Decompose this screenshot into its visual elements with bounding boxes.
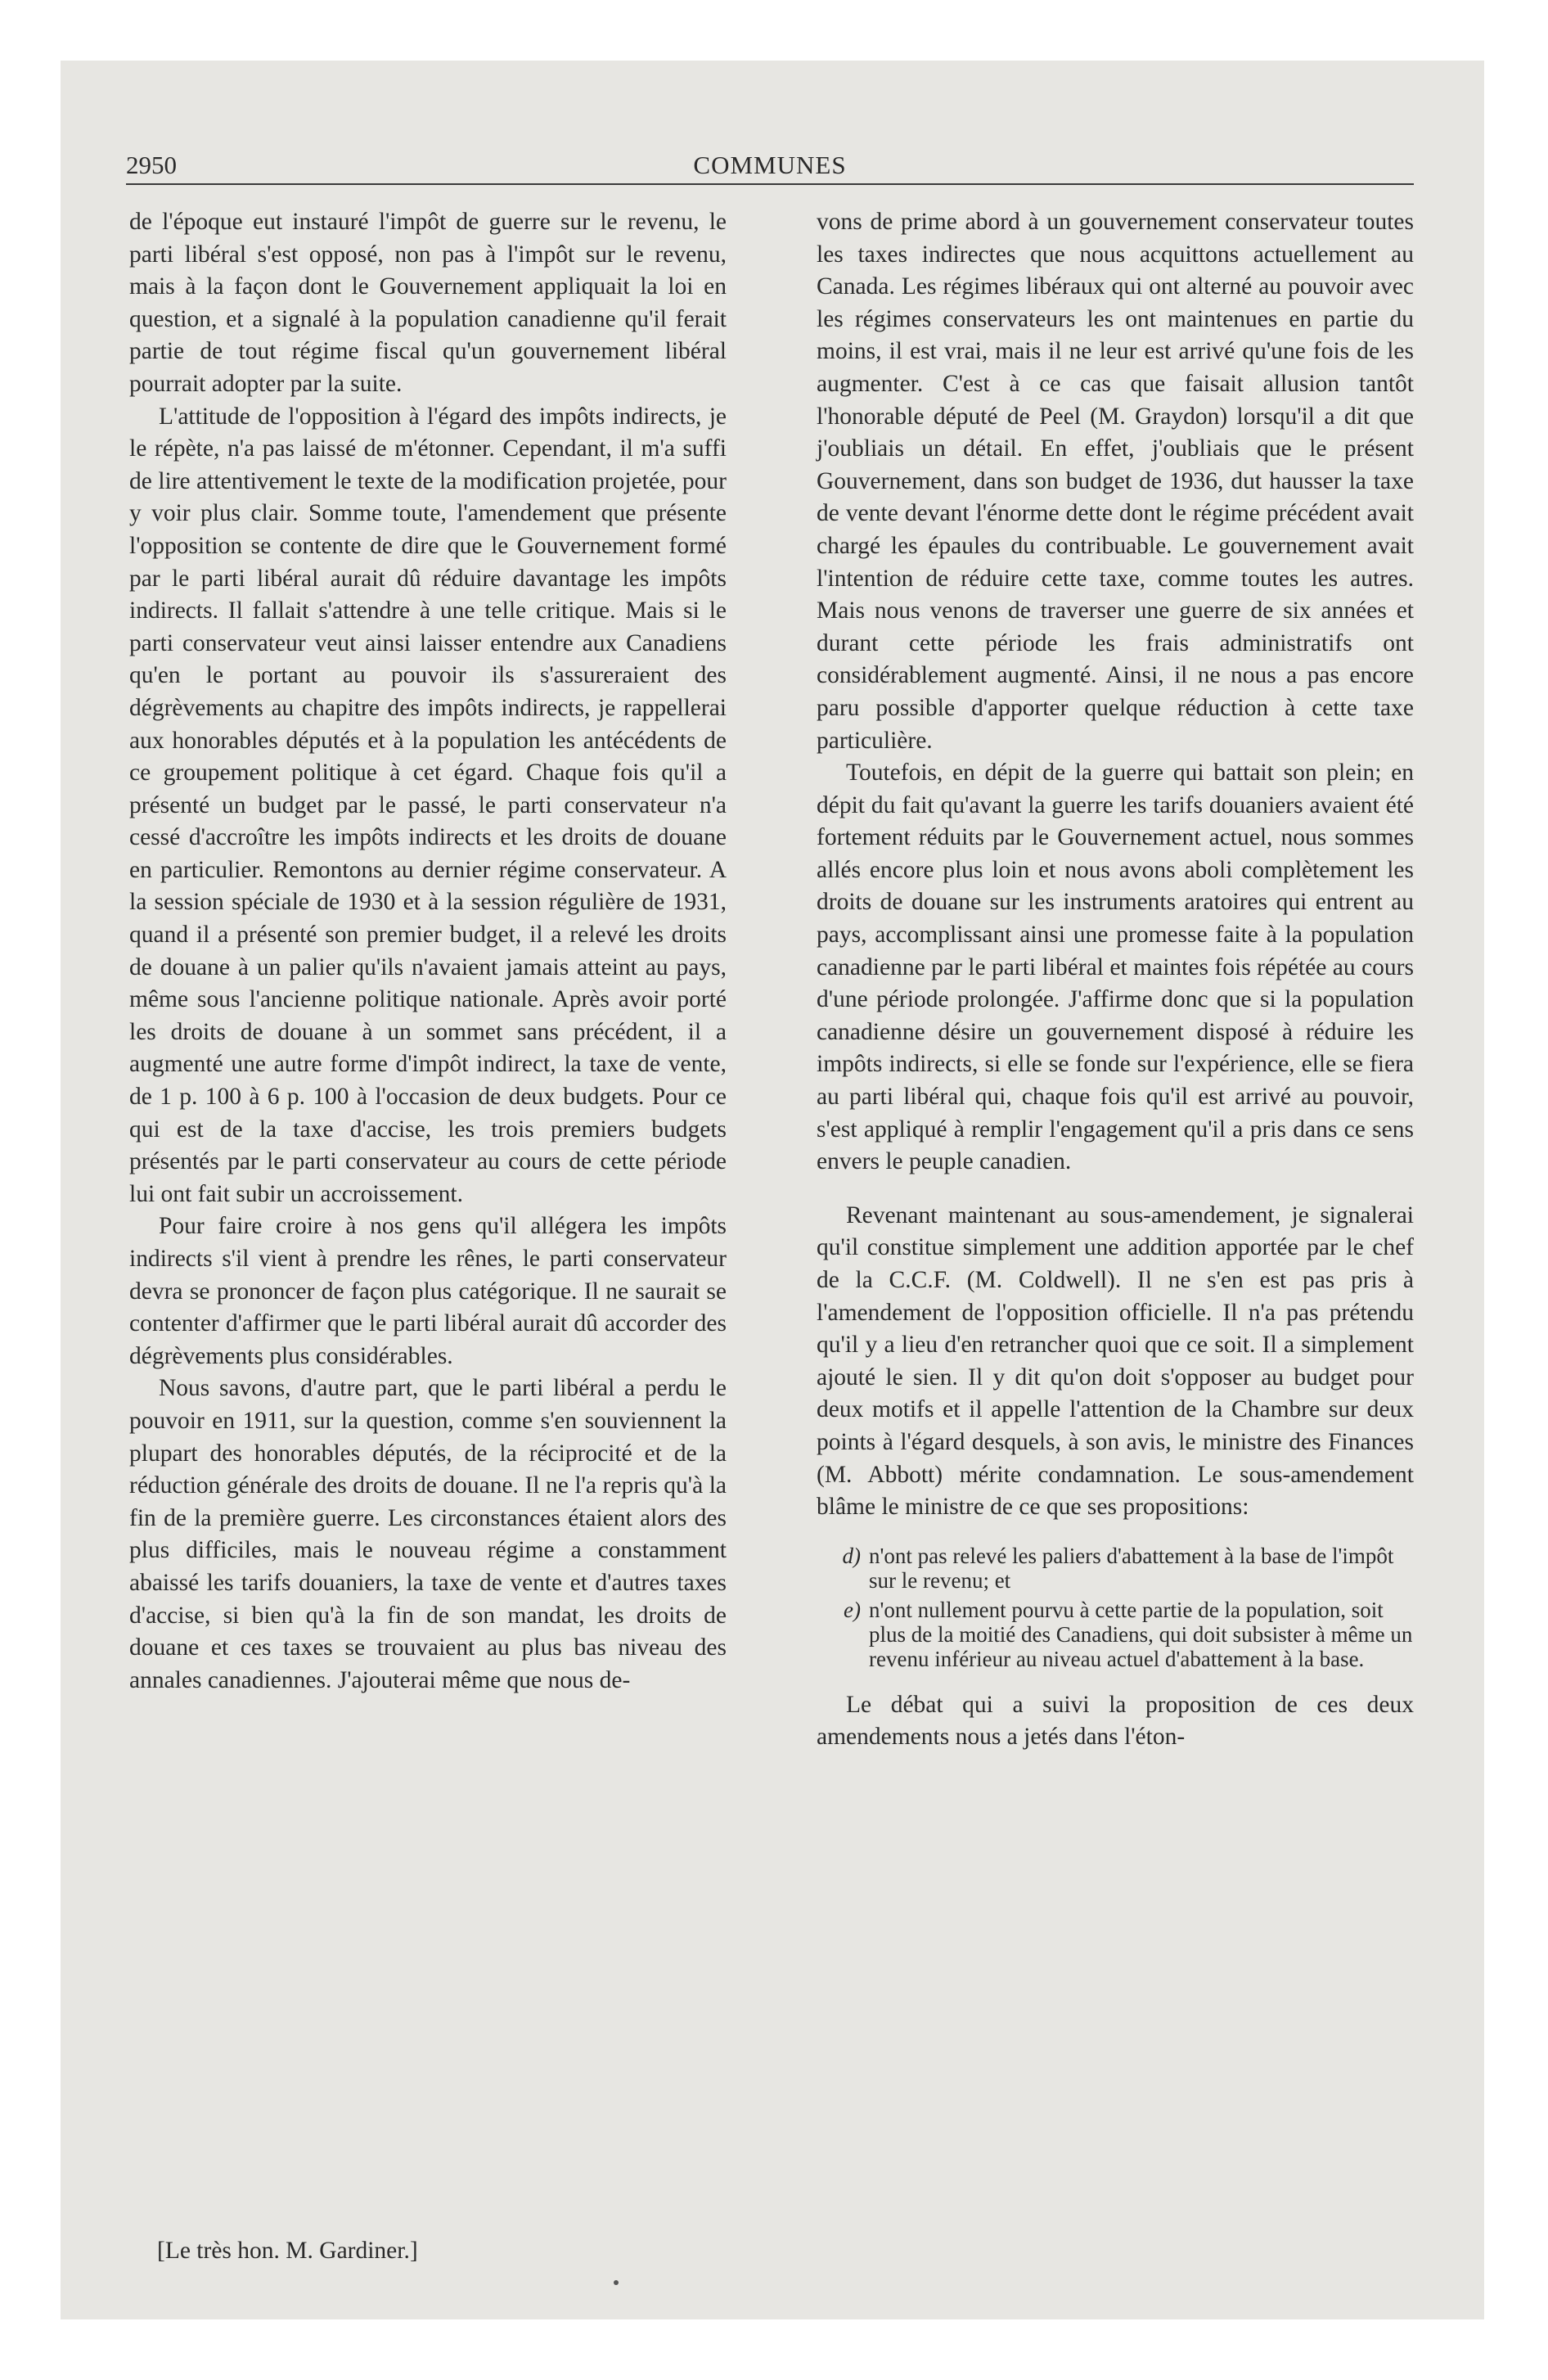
paragraph: Le débat qui a suivi la proposition de ces deux amendements nous a jetés dans l'éton- <box>817 1691 1414 1751</box>
running-head <box>126 151 1414 185</box>
list-item <box>817 1544 1414 1593</box>
page-number: 2950 <box>126 151 177 179</box>
right-column <box>817 206 1414 1754</box>
page-sheet <box>61 61 1484 2319</box>
paragraph: Toutefois, en dépit de la guerre qui battait son plein; en dépit du fait qu'avant la guerre les tarifs douaniers avaient été fortement réduits par le Gouvernement actuel, nous sommes allés encore plus loin et nous avons aboli complètement les droits de douane sur les instruments aratoires qui entrent au pays, accomplissant ainsi une promesse faite à la population canadienne par le parti libéral et maintes fois répétée au cours d'une période prolongée. J'affirme donc que si la population canadienne désire un gouvernement disposé à réduire les impôts indirects, si elle se fonde sur l'expérience, elle se fiera au parti libéral qui, chaque fois qu'il est arrivé au pouvoir, s'est appliqué à remplir l'engagement qu'il a pris dans ce sens envers le peuple canadien. <box>817 760 1414 1175</box>
paragraph: Pour faire croire à nos gens qu'il allégera les impôts indirects s'il vient à prendre les rênes, le parti conservateur devra se prononcer de façon plus catégorique. Il ne saurait se contenter d'affirmer que le parti libéral aurait dû accorder des dégrèvements plus considérables. <box>129 1213 727 1369</box>
motion-list <box>817 1544 1414 1671</box>
section-title: COMMUNES <box>693 151 847 179</box>
list-item <box>817 1598 1414 1671</box>
list-marker: d) <box>842 1543 861 1568</box>
paragraph: Nous savons, d'autre part, que le parti libéral a perdu le pouvoir en 1911, sur la question, comme s'en souviennent la plupart des honorables députés, de la réciprocité et de la réduction générale des droits de douane. Il ne l'a repris qu'à la fin de la première guerre. Les circonstances étaient alors des plus difficiles, mais le nouveau régime a constamment abaissé les tarifs douaniers, la taxe de vente et d'autres taxes d'accise, si bien qu'à la fin de son mandat, les droits de douane et ces taxes se trouvaient au plus bas niveau des annales canadiennes. J'ajouterai même que nous de- <box>129 1375 727 1693</box>
paragraph: Revenant maintenant au sous-amendement, je signalerai qu'il constitue simplement une addition apportée par le chef de la C.C.F. (M. Coldwell). Il ne s'en est pas pris à l'amendement de l'opposition officielle. Il n'a pas prétendu qu'il y a lieu d'en retrancher quoi que ce soit. Il a simplement ajouté le sien. Il y dit qu'on doit s'opposer au budget pour deux motifs et il appelle l'attention de la Chambre sur deux points à l'égard desquels, à son avis, le ministre des Finances (M. Abbott) mérite condamnation. Le sous-amendement blâme le ministre de ce que ses propositions: <box>817 1201 1414 1521</box>
list-text: n'ont nullement pourvu à cette partie de la population, soit plus de la moitié des Canadiens, qui doit subsister à même un revenu inférieur au niveau actuel d'abattement à la base. <box>869 1597 1413 1671</box>
speaker-note: [Le très hon. M. Gardiner.] <box>157 2238 418 2264</box>
paragraph: L'attitude de l'opposition à l'égard des impôts indirects, je le répète, n'a pas laissé de m'étonner. Cependant, il m'a suffi de lire attentivement le texte de la modification projetée, pour y voir plus clair. Somme toute, l'amendement que présente l'opposition se contente de dire que le Gouvernement formé par le parti libéral aurait dû réduire davantage les impôts indirects. Il fallait s'attendre à une telle critique. Mais si le parti conservateur veut ainsi laisser entendre aux Canadiens qu'en le portant au pouvoir ils s'assureraient des dégrèvements au chapitre des impôts indirects, je rappellerai aux honorables députés et à la population les antécédents de ce groupement politique à cet égard. Chaque fois qu'il a présenté un budget par le passé, le parti conservateur n'a cessé d'accroître les impôts indirects et les droits de douane en particulier. Remontons au dernier régime conservateur. A la session spéciale de 1930 et à la session régulière de 1931, quand il a présenté son premier budget, il a relevé les droits de douane à un palier qu'ils n'avaient jamais atteint au pays, même sous l'ancienne politique nationale. Après avoir porté les droits de douane à un sommet sans précédent, il a augmenté une autre forme d'impôt indirect, la taxe de vente, de 1 p. 100 à 6 p. 100 à l'occasion de deux budgets. Pour ce qui est de la taxe d'accise, les trois premiers budgets présentés par le parti conservateur au cours de cette période lui ont fait subir un accroissement. <box>129 403 727 1207</box>
list-text: n'ont pas relevé les paliers d'abattement à la base de l'impôt sur le revenu; et <box>869 1543 1394 1593</box>
list-marker: e) <box>844 1597 861 1622</box>
paragraph: vons de prime abord à un gouvernement conservateur toutes les taxes indirectes que nous acquittons actuellement au Canada. Les régimes libéraux qui ont alterné au pouvoir avec les régimes conservateurs les ont maintenues en partie du moins, il est vrai, mais il ne leur est arrivé qu'une fois de les augmenter. C'est à ce cas que faisait allusion tantôt l'honorable député de Peel (M. Graydon) lorsqu'il a dit que j'oubliais un détail. En effet, j'oubliais que le présent Gouvernement, dans son budget de 1936, dut hausser la taxe de vente devant l'énorme dette dont le régime précédent avait chargé les épaules du contribuable. Le gouvernement avait l'intention de réduire cette taxe, comme toutes les autres. Mais nous venons de traverser une guerre de six années et durant cette période les frais administratifs ont considérablement augmenté. Ainsi, il ne nous a pas encore paru possible d'apporter quelque réduction à cette taxe particulière. <box>817 209 1414 754</box>
ink-dot <box>614 2280 619 2285</box>
paragraph: de l'époque eut instauré l'impôt de guerre sur le revenu, le parti libéral s'est opposé, non pas à l'impôt sur le revenu, mais à la façon dont le Gouvernement appliquait la loi en question, et a signalé à la population canadienne qu'il ferait partie de tout régime fiscal qu'un gouvernement libéral pourrait adopter par la suite. <box>129 209 727 397</box>
left-column <box>129 206 727 1697</box>
